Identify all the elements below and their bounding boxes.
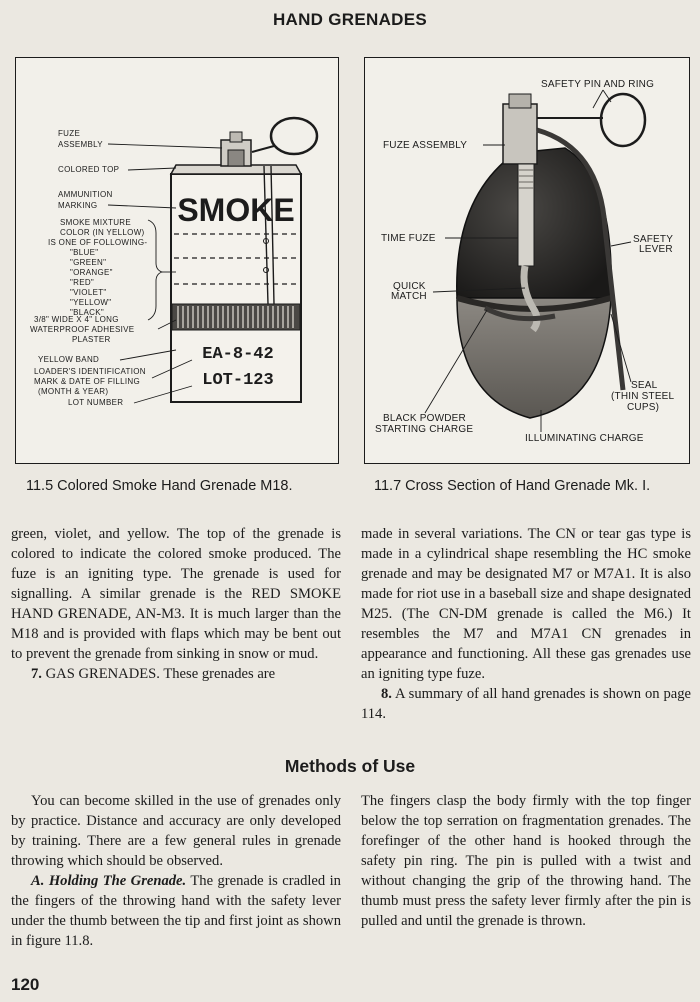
paragraph bbox=[11, 871, 341, 951]
label-color-red: "RED" bbox=[70, 278, 95, 287]
column-lower-right bbox=[361, 791, 691, 931]
label-time-fuze: TIME FUZE bbox=[381, 233, 436, 244]
label-color-black: "BLACK" bbox=[70, 308, 105, 317]
subheading: A. Holding The Grenade. bbox=[31, 873, 187, 889]
paragraph bbox=[361, 684, 691, 724]
label-quick-match-1: QUICK bbox=[393, 281, 426, 292]
paragraph: You can become skilled in the use of grenades only by practice. Distance and accuracy are only developed by training. There are a few general rules in grenade throwing which should be observed. bbox=[11, 793, 341, 869]
column-upper-left bbox=[11, 524, 341, 684]
figure-grenade-cross-section bbox=[364, 57, 690, 464]
label-seal-3: CUPS) bbox=[627, 402, 660, 413]
figure1-caption: 11.5 Colored Smoke Hand Grenade M18. bbox=[26, 478, 293, 494]
label-black-powder-2: STARTING CHARGE bbox=[375, 424, 474, 435]
paragraph-text: GAS GRENADES. These grenades are bbox=[45, 666, 276, 682]
section-title: Methods of Use bbox=[284, 756, 416, 776]
label-loader-3: (MONTH & YEAR) bbox=[38, 387, 109, 396]
label-color-green: "GREEN" bbox=[70, 258, 107, 267]
label-lot-number: LOT NUMBER bbox=[68, 398, 124, 407]
label-safety-pin: SAFETY PIN AND RING bbox=[541, 79, 655, 90]
item-number: 8. bbox=[381, 686, 392, 702]
label-safety-lever-1: SAFETY bbox=[633, 234, 674, 245]
column-lower-left bbox=[11, 791, 341, 951]
label-plaster-3: PLASTER bbox=[72, 335, 111, 344]
label-plaster-1: 3/8" WIDE X 4" LONG bbox=[34, 315, 119, 324]
label-loader-1: LOADER'S IDENTIFICATION bbox=[34, 367, 146, 376]
cross-section-illustration bbox=[365, 58, 689, 463]
label-illuminating: ILLUMINATING CHARGE bbox=[525, 433, 644, 444]
label-ammo-2: MARKING bbox=[58, 201, 98, 210]
label-colored-top: COLORED TOP bbox=[58, 165, 120, 174]
label-mixture-2: COLOR (IN YELLOW) bbox=[60, 228, 145, 237]
paragraph: green, violet, and yellow. The top of the grenade is colored to indicate the colored smoke produced. The fuze is an igniting type. The grenade is used for signalling. A similar grenade is the RED SMOKE HAND GRENADE, AN-M3. It is much larger than the M18 and is provided with flaps which may be bent out to prevent the grenade from sinking in snow or mud. bbox=[11, 526, 341, 662]
paragraph: The fingers clasp the body firmly with the top finger below the top serration on fragmentation grenades. The forefinger of the other hand is hooked through the safety pin ring. The pin is pulled with a twist and without changing the grip of the throwing hand. The thumb must press the safety lever firmly after the pin is pulled and until the grenade is thrown. bbox=[361, 793, 691, 929]
label-safety-lever-2: LEVER bbox=[639, 244, 673, 255]
label-fuze-1: FUZE bbox=[58, 129, 81, 138]
label-seal-1: SEAL bbox=[631, 380, 658, 391]
smoke-grenade-illustration bbox=[16, 58, 338, 463]
label-loader-2: MARK & DATE OF FILLING bbox=[34, 377, 141, 386]
label-fuze-2: ASSEMBLY bbox=[58, 140, 103, 149]
page-number: 120 bbox=[11, 975, 40, 994]
paragraph bbox=[11, 664, 341, 684]
canister-smoke-text: SMOKE bbox=[177, 192, 295, 228]
label-black-powder-1: BLACK POWDER bbox=[383, 413, 466, 424]
label-plaster-2: WATERPROOF ADHESIVE bbox=[30, 325, 135, 334]
figure-smoke-grenade bbox=[15, 57, 339, 464]
label-fuze-assembly: FUZE ASSEMBLY bbox=[383, 140, 468, 151]
label-seal-2: (THIN STEEL bbox=[611, 391, 675, 402]
label-yellow-band: YELLOW BAND bbox=[38, 355, 100, 364]
page-header: HAND GRENADES bbox=[272, 10, 428, 29]
paragraph-text: The grenade is cradled in the fingers of the throwing hand with the safety lever under the thumb between the tip and first joint as shown in figure 11.8. bbox=[11, 873, 341, 949]
label-color-yellow: "YELLOW" bbox=[70, 298, 112, 307]
lot-marking-1: EA-8-42 bbox=[202, 345, 274, 364]
label-color-violet: "VIOLET" bbox=[70, 288, 107, 297]
column-upper-right bbox=[361, 524, 691, 724]
paragraph: made in several variations. The CN or tear gas type is made in a cylindrical shape resembling the HC smoke grenade and may be designated M7 or M7A1. It is also made for riot use in a baseball size and shape designated M25. (The CN-DM grenade is called the M6.) It resembles the M7 and M7A1 CN grenades in appearance and functioning. All these gas grenades use an igniting type fuze. bbox=[361, 526, 691, 682]
figure2-caption: 11.7 Cross Section of Hand Grenade Mk. I. bbox=[374, 478, 651, 494]
label-quick-match-2: MATCH bbox=[391, 291, 427, 302]
label-color-orange: "ORANGE" bbox=[70, 268, 113, 277]
item-number: 7. bbox=[31, 666, 42, 682]
label-ammo-1: AMMUNITION bbox=[58, 190, 113, 199]
paragraph-text: A summary of all hand grenades is shown on page 114. bbox=[361, 686, 692, 722]
label-color-blue: "BLUE" bbox=[70, 248, 99, 257]
lot-marking-2: LOT-123 bbox=[202, 371, 274, 390]
label-mixture-3: IS ONE OF FOLLOWING- bbox=[48, 238, 148, 247]
label-mixture-1: SMOKE MIXTURE bbox=[60, 218, 132, 227]
